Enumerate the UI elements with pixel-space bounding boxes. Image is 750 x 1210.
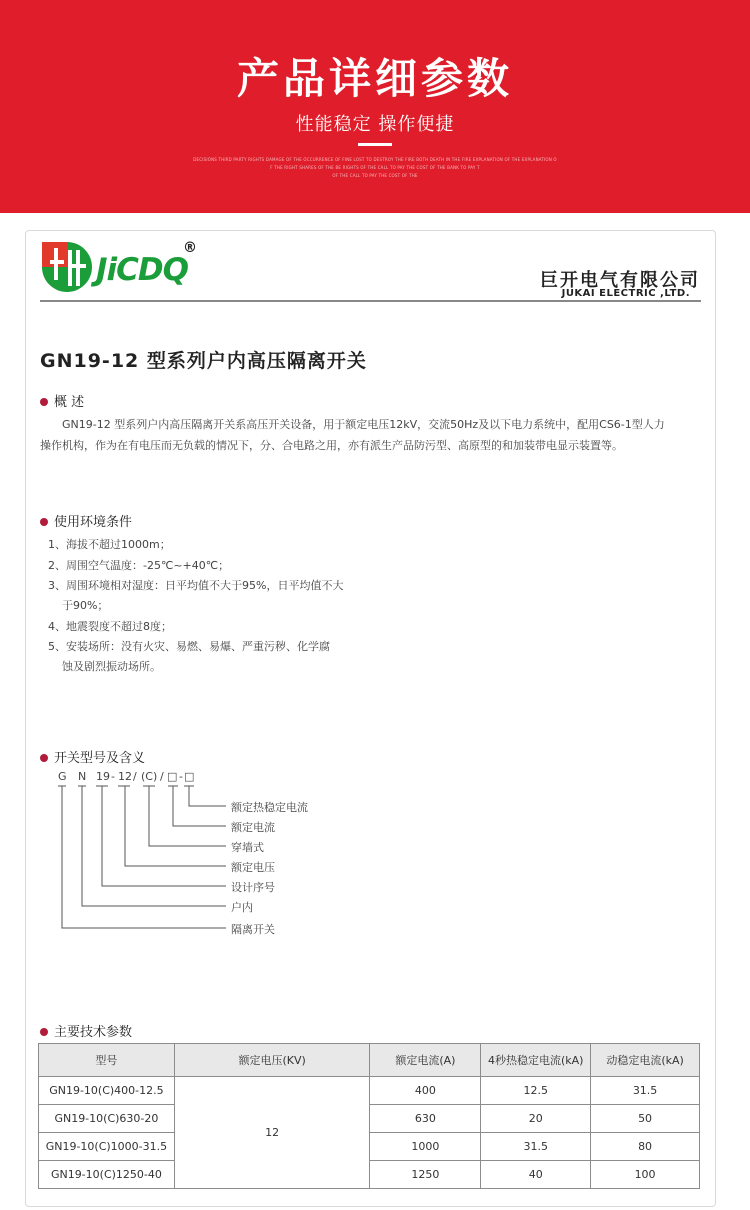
model-meaning: 隔离开关 <box>231 923 275 936</box>
model-meaning: 额定电流 <box>231 821 275 834</box>
model-meaning: 穿墙式 <box>231 841 264 854</box>
section-heading-specs <box>40 1021 132 1040</box>
cell-dynamic: 80 <box>591 1133 700 1161</box>
table-row <box>39 1133 700 1161</box>
condition-item: 蚀及剧烈振动场所。 <box>48 660 161 673</box>
bullet-icon <box>40 1028 48 1036</box>
column-header: 4秒热稳定电流(kA) <box>481 1044 591 1077</box>
model-meaning: 设计序号 <box>231 881 275 894</box>
model-part: □ <box>167 770 178 783</box>
model-meaning: 户内 <box>231 901 253 914</box>
cell-current: 1000 <box>370 1133 481 1161</box>
section-heading-label: 开关型号及含义 <box>54 751 146 766</box>
cell-dynamic: 31.5 <box>591 1077 700 1105</box>
model-part: N <box>78 770 87 783</box>
cell-thermal: 40 <box>481 1161 591 1189</box>
product-title: GN19-12 型系列户内高压隔离开关 <box>40 350 367 372</box>
condition-item: 3、周围环境相对湿度：日平均值不大于95%，日平均值不大 <box>48 579 344 592</box>
banner-title: 产品详细参数 <box>236 54 513 103</box>
cell-current: 1250 <box>370 1161 481 1189</box>
cell-current: 400 <box>370 1077 481 1105</box>
paragraph-line: 操作机构，作为在有电压而无负载的情况下，分、合电路之用，亦有派生产品防污型、高原型的和加装带电显示装置等。 <box>40 439 623 452</box>
banner-subtitle: 性能稳定 操作便捷 <box>295 114 455 135</box>
model-part: - <box>111 770 115 783</box>
spec-table <box>38 1043 700 1189</box>
condition-item: 1、海拔不超过1000m； <box>48 538 171 551</box>
cell-model: GN19-10(C)630-20 <box>39 1105 175 1133</box>
model-part: 19 <box>96 770 110 783</box>
cell-dynamic: 100 <box>591 1161 700 1189</box>
section-heading-label: 概 述 <box>54 395 85 410</box>
section-heading-label: 主要技术参数 <box>54 1025 133 1040</box>
model-part: 12 <box>118 770 132 783</box>
cell-model: GN19-10(C)1000-31.5 <box>39 1133 175 1161</box>
column-header: 动稳定电流(kA) <box>591 1044 700 1077</box>
column-header: 型号 <box>39 1044 175 1077</box>
cell-model: GN19-10(C)400-12.5 <box>39 1077 175 1105</box>
model-meaning: 额定电压 <box>231 861 275 874</box>
condition-item: 4、地震裂度不超过8度； <box>48 620 172 633</box>
condition-item: 2、周围空气温度：-25℃~+40℃； <box>48 559 230 572</box>
section-heading-label: 使用环境条件 <box>54 515 133 530</box>
model-part: □ <box>184 770 195 783</box>
table-header-row <box>39 1044 700 1077</box>
fine-print-line: DECISIONS THIRD PARTY RIGHTS DAMAGE OF THE OCCURRENCE OF FINE LOST TO DESTROY THE FIRE BOTH DEATH IN THE FIRE EXPLANATION OF THE EXPLANATION O <box>193 157 557 162</box>
model-part: G <box>58 770 67 783</box>
paragraph-line: GN19-12 型系列户内高压隔离开关系高压开关设备，用于额定电压12kV，交流50Hz及以下电力系统中，配用CS6-1型人力 <box>62 418 665 431</box>
cell-thermal: 12.5 <box>481 1077 591 1105</box>
condition-item: 于90%； <box>48 599 109 612</box>
company-name-en: JUKAI ELECTRIC ,LTD. <box>561 288 690 299</box>
model-part: (C) <box>141 770 158 783</box>
cell-dynamic: 50 <box>591 1105 700 1133</box>
cell-thermal: 31.5 <box>481 1133 591 1161</box>
model-meaning: 额定热稳定电流 <box>231 801 308 814</box>
model-part: - <box>179 770 183 783</box>
table-row <box>39 1105 700 1133</box>
cell-thermal: 20 <box>481 1105 591 1133</box>
model-part: / <box>160 770 164 783</box>
table-row <box>39 1077 700 1105</box>
column-header: 额定电流(A) <box>370 1044 481 1077</box>
column-header: 额定电压(KV) <box>174 1044 370 1077</box>
condition-item: 5、安装场所：没有火灾、易燃、易爆、严重污秽、化学腐 <box>48 640 330 653</box>
table-row <box>39 1161 700 1189</box>
logo-wordmark: JiCDQ <box>96 252 188 288</box>
fine-print-line: OF THE CALL TO PAY THE COST OF THE <box>332 173 418 178</box>
company-name-cn: 巨开电气有限公司 <box>540 270 700 291</box>
cell-model: GN19-10(C)1250-40 <box>39 1161 175 1189</box>
registered-mark: ® <box>183 240 197 256</box>
cell-voltage: 12 <box>174 1077 370 1189</box>
fine-print-line: F THE RIGHT SHARES OF THE BE RIGHTS OF THE CALL TO PAY THE COST OF THE BANK TO PAY T <box>270 165 480 170</box>
cell-current: 630 <box>370 1105 481 1133</box>
model-part: / <box>133 770 137 783</box>
